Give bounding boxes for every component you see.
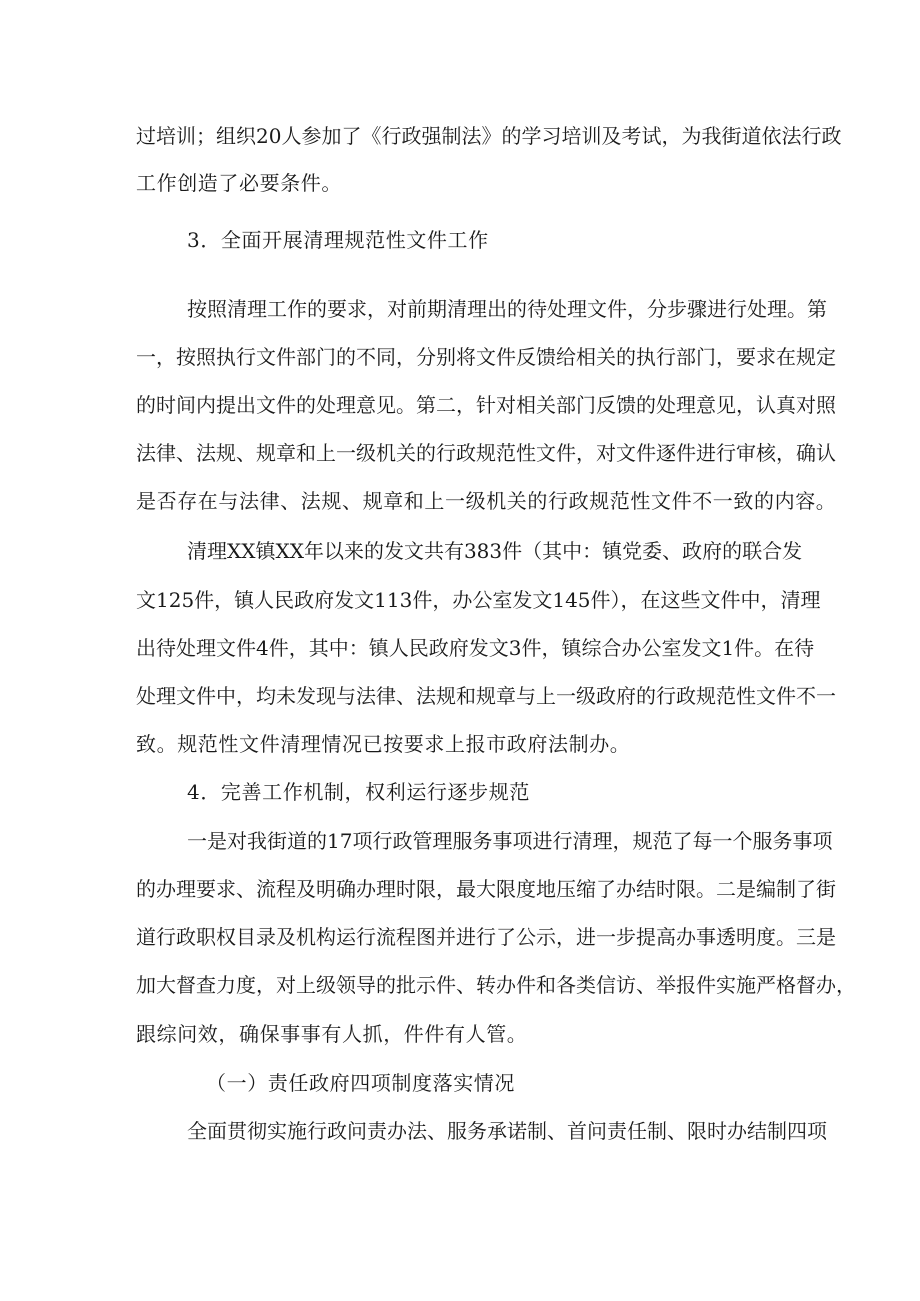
section-heading: 4．完善工作机制，权利运行逐步规范 xyxy=(187,780,530,804)
subsection-heading: （一）责任政府四项制度落实情况 xyxy=(206,1071,515,1095)
paragraph-line: 加大督查力度，对上级领导的批示件、转办件和各类信访、举报件实施严格督办， xyxy=(136,973,856,997)
paragraph-line: 法律、法规、规章和上一级机关的行政规范性文件，对文件逐件进行审核，确认 xyxy=(136,441,836,465)
paragraph-line: 一，按照执行文件部门的不同，分别将文件反馈给相关的执行部门，要求在规定 xyxy=(136,345,836,369)
paragraph-line: 处理文件中，均未发现与法律、法规和规章与上一级政府的行政规范性文件不一 xyxy=(136,684,836,708)
paragraph-line: 工作创造了必要条件。 xyxy=(136,171,342,195)
paragraph-line: 的办理要求、流程及明确办理时限，最大限度地压缩了办结时限。二是编制了街 xyxy=(136,877,836,901)
paragraph-line: 一是对我街道的17项行政管理服务事项进行清理，规范了每一个服务事项 xyxy=(187,829,833,853)
paragraph-line: 致。规范性文件清理情况已按要求上报市政府法制办。 xyxy=(136,732,631,756)
paragraph-line: 道行政职权目录及机构运行流程图并进行了公示，进一步提高办事透明度。三是 xyxy=(136,925,836,949)
paragraph-line: 是否存在与法律、法规、规章和上一级机关的行政规范性文件不一致的内容。 xyxy=(136,489,837,513)
paragraph-line: 过培训；组织20人参加了《行政强制法》的学习培训及考试，为我街道依法行政 xyxy=(136,124,842,148)
paragraph-line: 按照清理工作的要求，对前期清理出的待处理文件，分步骤进行处理。第 xyxy=(187,297,827,321)
section-heading: 3．全面开展清理规范性文件工作 xyxy=(187,228,489,252)
paragraph-line: 的时间内提出文件的处理意见。第二，针对相关部门反馈的处理意见，认真对照 xyxy=(136,393,836,417)
paragraph-line: 文125件，镇人民政府发文113件，办公室发文145件），在这些文件中，清理 xyxy=(136,588,821,612)
paragraph-line: 跟综问效，确保事事有人抓，件件有人管。 xyxy=(136,1022,528,1046)
paragraph-line: 出待处理文件4件，其中：镇人民政府发文3件，镇综合办公室发文1件。在待 xyxy=(136,636,815,660)
paragraph-line: 清理XX镇XX年以来的发文共有383件（其中：镇党委、政府的联合发 xyxy=(187,539,803,563)
paragraph-line: 全面贯彻实施行政问责办法、服务承诺制、首问责任制、限时办结制四项 xyxy=(187,1119,827,1143)
